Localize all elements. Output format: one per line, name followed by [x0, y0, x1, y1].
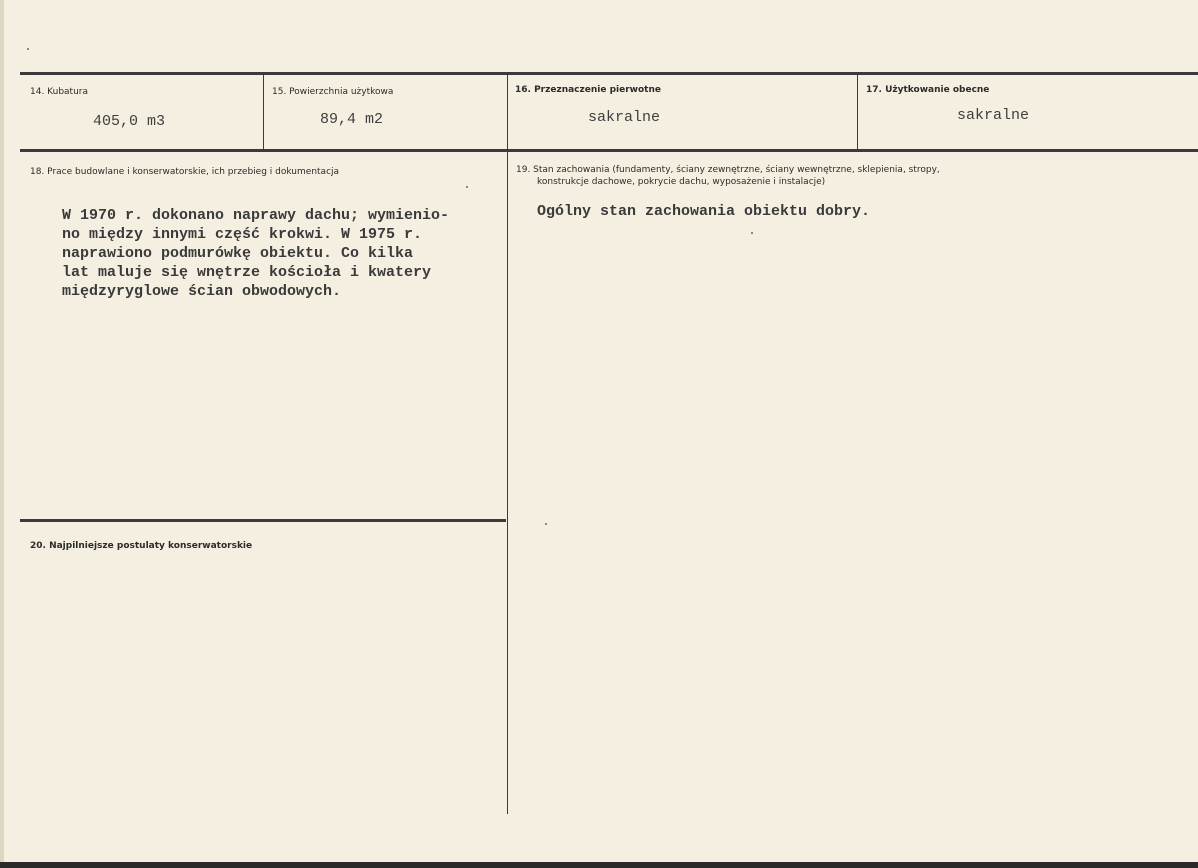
field-18-line: W 1970 r. dokonano naprawy dachu; wymienio-: [62, 207, 450, 224]
paper-speck: [466, 186, 468, 188]
field-18-line: no między innymi część krokwi. W 1975 r.: [62, 226, 423, 243]
field-18-line: naprawiono podmurówkę obiektu. Co kilka: [62, 245, 414, 262]
field-19-label-line: konstrukcje dachowe, pokrycie dachu, wyposażenie i instalacje): [537, 177, 826, 187]
field-20-label: 20. Najpilniejsze postulaty konserwatorskie: [30, 541, 253, 551]
paper-speck: [751, 232, 753, 234]
paper-speck: [545, 523, 547, 525]
field-19-value: Ogólny stan zachowania obiektu dobry.: [537, 203, 871, 220]
divider-14-15: [263, 75, 264, 149]
field-14-value: 405,0 m3: [93, 113, 166, 130]
field-17-label: 17. Użytkowanie obecne: [866, 85, 990, 95]
card-left-edge: [0, 0, 4, 868]
field-18-label: 18. Prace budowlane i konserwatorskie, ich przebieg i dokumentacja: [30, 167, 340, 177]
field-16-value: sakralne: [588, 109, 661, 126]
card-bottom-edge: [0, 862, 1198, 868]
field-15-value: 89,4 m2: [320, 111, 384, 128]
field-15-label: 15. Powierzchnia użytkowa: [272, 87, 394, 97]
field-14-label: 14. Kubatura: [30, 87, 89, 97]
field-16-label: 16. Przeznaczenie pierwotne: [515, 85, 661, 95]
divider-16-17: [857, 75, 858, 149]
field-18-line: międzyryglowe ścian obwodowych.: [62, 283, 342, 300]
field-17-value: sakralne: [957, 107, 1030, 124]
field-19-label-line: 19. Stan zachowania (fundamenty, ściany zewnętrzne, ściany wewnętrzne, sklepienia, stropy,: [516, 165, 940, 175]
divider-18-19: [507, 152, 508, 814]
middle-rule: [20, 149, 1198, 152]
field-18-line: lat maluje się wnętrze kościoła i kwatery: [62, 264, 432, 281]
divider-15-16: [507, 75, 508, 149]
section-20-rule: [20, 519, 506, 522]
paper-speck: [27, 48, 29, 50]
top-rule: [20, 72, 1198, 75]
